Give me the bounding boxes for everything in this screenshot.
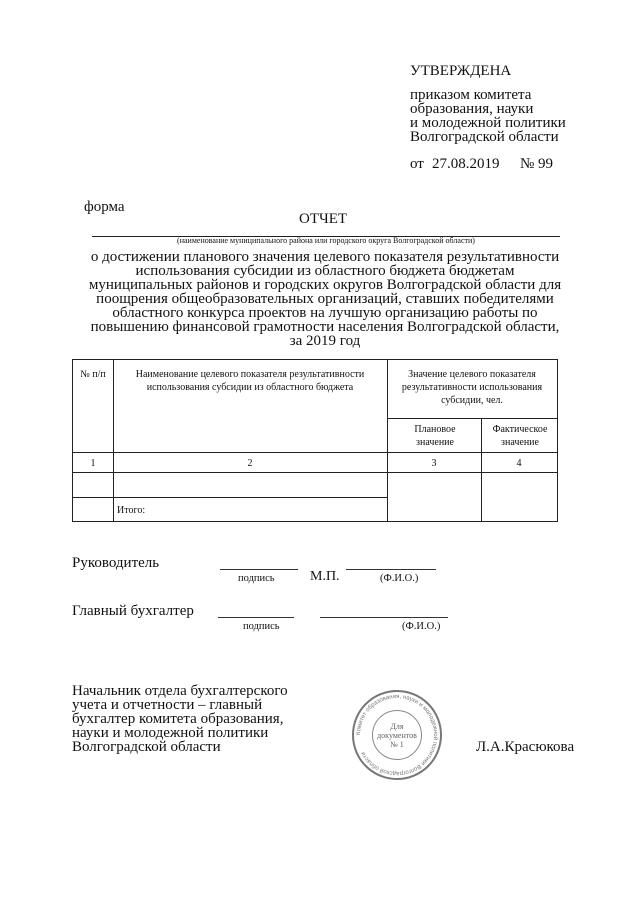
approval-date: 27.08.2019 <box>432 156 500 172</box>
head-sign-line <box>220 569 298 570</box>
accountant-fio-line <box>320 617 448 618</box>
accountant-fio-caption: (Ф.И.О.) <box>402 621 441 632</box>
header-actual: Фактическое значение <box>492 424 548 448</box>
description-line: использования субсидии из областного бюджета бюджетам <box>135 263 515 279</box>
approval-heading: УТВЕРЖДЕНА <box>410 63 512 79</box>
description-line: муниципальных районов и городских округов Волгоградской области для <box>88 277 562 293</box>
approval-date-prefix: от <box>410 156 424 172</box>
approval-line: Волгоградской области <box>410 129 559 145</box>
seal-label: М.П. <box>310 569 340 584</box>
head-fio-caption: (Ф.И.О.) <box>380 573 419 584</box>
head-sign-caption: подпись <box>238 573 275 584</box>
header-planned: Плановое значение <box>414 424 456 448</box>
form-label: форма <box>84 199 125 215</box>
description-line: областного конкурса проектов на лучшую организацию работы по <box>112 305 538 321</box>
chief-line: Волгоградской области <box>72 739 221 755</box>
index-cell: 3 <box>431 458 437 469</box>
municipality-caption: (наименование муниципального района или городского округа Волгоградской области) <box>177 236 475 245</box>
header-name: Наименование целевого показателя результативности использования субсидии из областного бюджета <box>135 369 365 393</box>
description-line: поощрения общеобразовательных организаций, ставших победителями <box>96 291 554 307</box>
head-label: Руководитель <box>72 555 160 571</box>
description-line: повышению финансовой грамотности населения Волгоградской области, <box>90 319 560 335</box>
report-title: ОТЧЕТ <box>299 211 348 227</box>
indicator-table <box>72 359 558 522</box>
approval-line: образования, науки <box>410 101 534 117</box>
stamp-line: Для <box>390 722 404 731</box>
header-value: Значение целевого показателя результативности использования субсидии, чел. <box>401 369 543 406</box>
approval-line: и молодежной политики <box>410 115 566 131</box>
description-line: за 2019 год <box>289 333 361 349</box>
chief-line: Начальник отдела бухгалтерского <box>72 683 288 699</box>
accountant-sign-line <box>218 617 294 618</box>
approval-number: № 99 <box>520 156 554 172</box>
total-label: Итого: <box>117 505 146 516</box>
index-cell: 1 <box>90 458 96 469</box>
header-num: № п/п <box>80 369 106 380</box>
index-cell: 4 <box>516 458 522 469</box>
approval-line: приказом комитета <box>410 87 532 103</box>
stamp-line: документов <box>377 731 417 740</box>
head-fio-line <box>346 569 436 570</box>
chief-line: учета и отчетности – главный <box>72 697 263 713</box>
description-line: о достижении планового значения целевого показателя результативности <box>90 249 560 265</box>
svg-text:Комитет образования, науки и м: Комитет образования, науки и молодежной политики Волгоградской области <box>355 693 439 777</box>
accountant-sign-caption: подпись <box>243 621 280 632</box>
chief-name: Л.А.Красюкова <box>476 739 575 755</box>
stamp-line: № 1 <box>390 740 404 749</box>
chief-line: науки и молодежной политики <box>72 725 269 741</box>
chief-line: бухгалтер комитета образования, <box>72 711 284 727</box>
accountant-label: Главный бухгалтер <box>72 603 194 619</box>
index-cell: 2 <box>247 458 253 469</box>
